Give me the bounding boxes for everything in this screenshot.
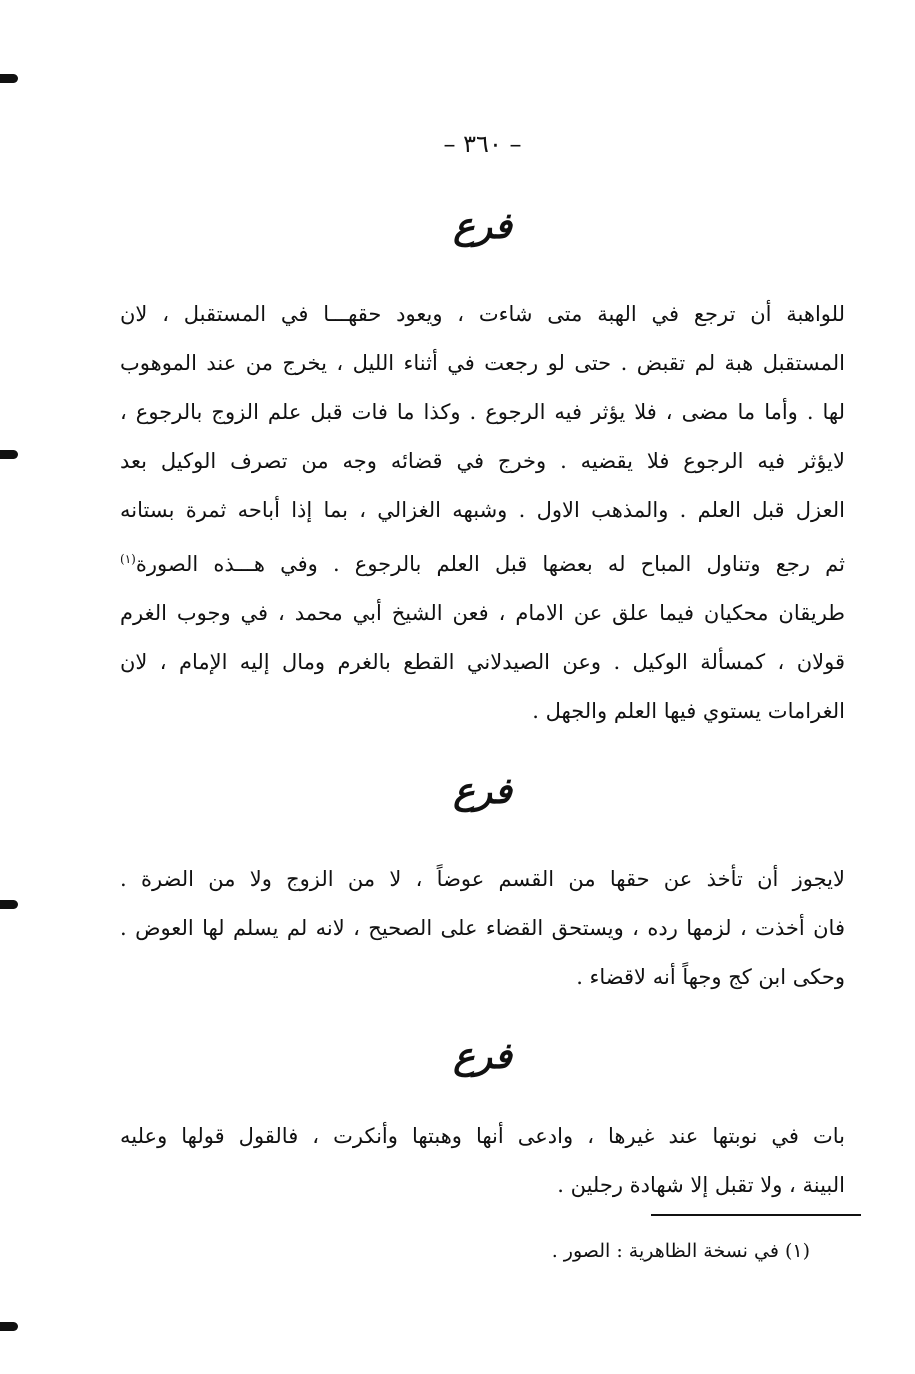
- scan-edge-mark: [0, 74, 18, 83]
- text-line: الغرامات يستوي فيها العلم والجهل .: [532, 699, 845, 723]
- page-number: – ٣٦٠ –: [443, 130, 522, 158]
- scan-edge-mark: [0, 450, 18, 459]
- text-line: لايجوز أن تأخذ عن حقها من القسم عوضاً ، لا من الزوج ولا من الضرة .: [120, 867, 845, 891]
- section-heading: فرع: [453, 770, 512, 812]
- text-line: قولان ، كمسألة الوكيل . وعن الصيدلاني القطع بالغرم ومال إليه الإمام ، لان: [120, 650, 845, 674]
- text-line: البينة ، ولا تقبل إلا شهادة رجلين .: [557, 1173, 845, 1197]
- text-line: لها . وأما ما مضى ، فلا يؤثر فيه الرجوع . وكذا ما فات قبل علم الزوج بالرجوع ،: [120, 400, 845, 424]
- footnote-divider: [651, 1214, 861, 1216]
- text-line: بات في نوبتها عند غيرها ، وادعى أنها وهبتها وأنكرت ، فالقول قولها وعليه: [120, 1124, 845, 1148]
- text-line: طريقان محكيان فيما علق عن الامام ، فعن الشيخ أبي محمد ، في وجوب الغرم: [120, 601, 845, 625]
- text-line: للواهبة أن ترجع في الهبة متى شاءت ، ويعود حقهـــا في المستقبل ، لان: [120, 302, 845, 326]
- section-paragraph: [120, 855, 845, 1002]
- section-heading: فرع: [453, 1035, 512, 1077]
- text-line: ثم رجع وتناول المباح له بعضها قبل العلم بالرجوع . وفي هـــذه الصورة: [135, 552, 845, 576]
- text-line: المستقبل هبة لم تقبض . حتى لو رجعت في أثناء الليل ، يخرج من عند الموهوب: [120, 351, 845, 375]
- text-line-with-footnote: [120, 535, 845, 589]
- section-paragraph: [120, 1112, 845, 1210]
- section-paragraph: [120, 290, 845, 736]
- text-line: فان أخذت ، لزمها رده ، ويستحق القضاء على الصحيح ، لانه لم يسلم لها العوض .: [120, 916, 845, 940]
- footnote-marker: (١): [120, 552, 136, 566]
- footnote: (١) في نسخة الظاهرية : الصور .: [551, 1240, 810, 1262]
- text-line: وحكى ابن كج وجهاً أنه لاقضاء .: [576, 965, 845, 989]
- section-heading: فرع: [453, 205, 512, 247]
- scan-edge-mark: [0, 900, 18, 909]
- text-line: العزل قبل العلم . والمذهب الاول . وشبهه الغزالي ، بما إذا أباحه ثمرة بستانه: [120, 498, 845, 522]
- text-line: لايؤثر فيه الرجوع فلا يقضيه . وخرج في قضائه وجه من تصرف الوكيل بعد: [120, 449, 845, 473]
- scan-edge-mark: [0, 1322, 18, 1331]
